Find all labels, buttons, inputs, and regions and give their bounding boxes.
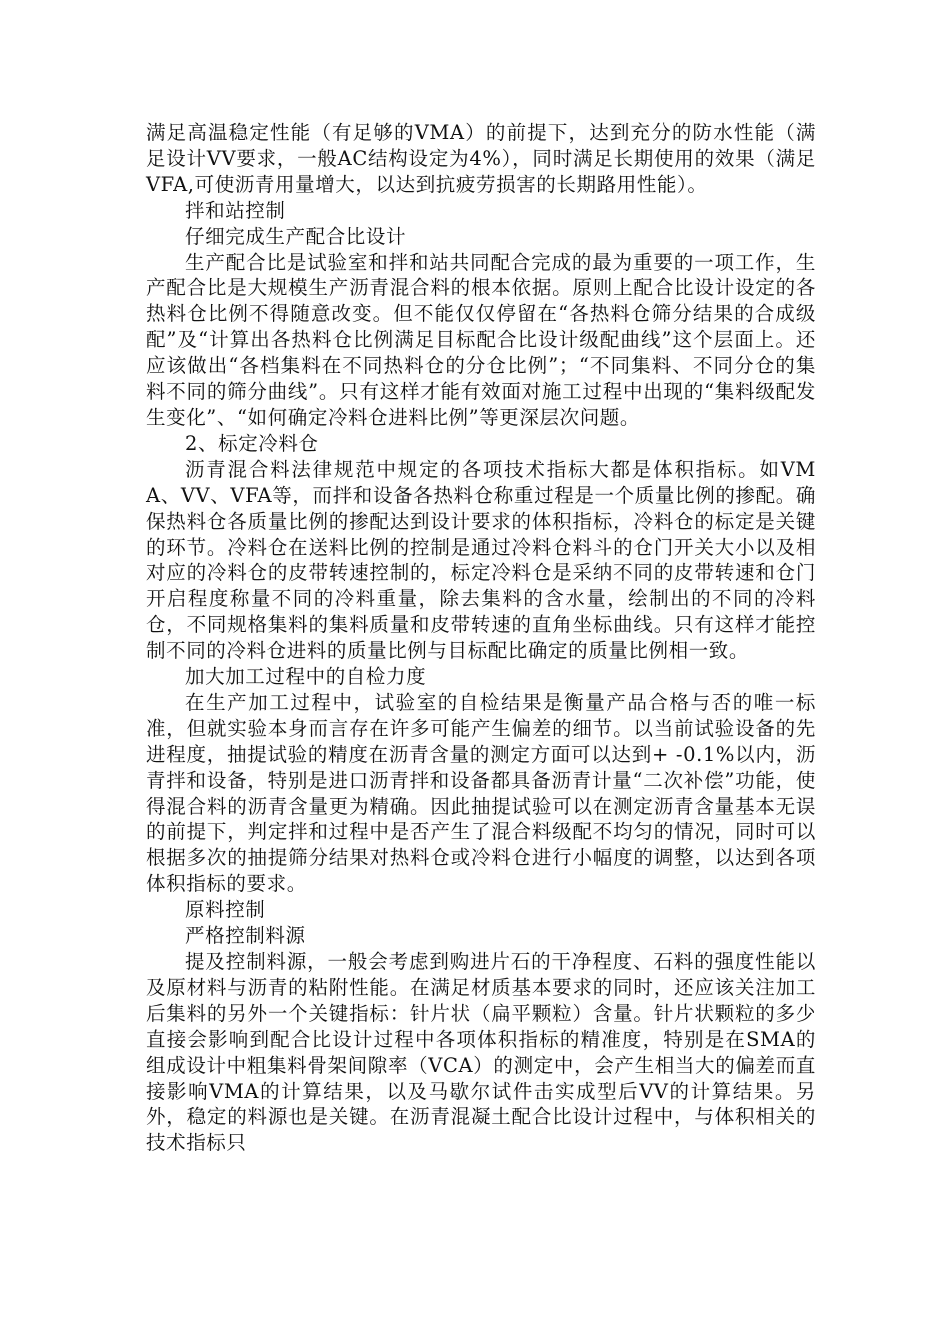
- heading-calibrate-cold-bins: 2、标定冷料仓: [185, 431, 319, 455]
- document-page: [146, 120, 816, 1156]
- paragraph-production-mix-ratio: 生产配合比是试验室和拌和站共同配合完成的最为重要的一项工作，生产配合比是大规模生产沥青混合料的根本依据。原则上配合比设计设定的各热料仓比例不得随意改变。但不能仅仅停留在“各热料仓筛分结果的合成级配”及“计算出各热料仓比例满足目标配合比设计级配曲线”这个层面上。还应该做出“各档集料在不同热料仓的分仓比例”；“不同集料、不同分仓的集料不同的筛分曲线”。只有这样才能有效面对施工过程中出现的“集料级配发生变化”、“如何确定冷料仓进料比例”等更深层次问题。: [146, 250, 816, 429]
- paragraph-waterproof-performance: 满足高温稳定性能（有足够的VMA）的前提下，达到充分的防水性能（满足设计VV要求，一般AC结构设定为4%），同时满足长期使用的效果（满足VFA,可使沥青用量增大，以达到抗疲劳损害的长期路用性能）。: [146, 121, 816, 196]
- heading-production-mix-design: 仔细完成生产配合比设计: [185, 224, 407, 248]
- paragraph-cold-bin-calibration: 沥青混合料法律规范中规定的各项技术指标大都是体积指标。如VMA、VV、VFA等，而拌和设备各热料仓称重过程是一个质量比例的掺配。确保热料仓各质量比例的掺配达到设计要求的体积指标，冷料仓的标定是关键的环节。冷料仓在送料比例的控制是通过冷料仓料斗的仓门开关大小以及相对应的冷料仓的皮带转速控制的，标定冷料仓是采纳不同的皮带转速和仓门开启程度称量不同的冷料重量，除去集料的含水量，绘制出的不同的冷料仓，不同规格集料的集料质量和皮带转速的直角坐标曲线。只有这样才能控制不同的冷料仓进料的质量比例与目标配比确定的质量比例相一致。: [146, 457, 816, 663]
- heading-mixing-station-control: 拌和站控制: [185, 198, 286, 222]
- paragraph-material-source: 提及控制料源，一般会考虑到购进片石的干净程度、石料的强度性能以及原材料与沥青的粘附性能。在满足材质基本要求的同时，还应该关注加工后集料的另外一个关键指标：针片状（扁平颗粒）含量。针片状颗粒的多少直接会影响到配合比设计过程中各项体积指标的精准度，特别是在SMA的组成设计中粗集料骨架间隙率（VCA）的测定中，会产生相当大的偏差而直接影响VMA的计算结果，以及马歇尔试件击实成型后VV的计算结果。另外，稳定的料源也是关键。在沥青混凝土配合比设计过程中，与体积相关的技术指标只: [146, 950, 816, 1155]
- heading-self-inspection: 加大加工过程中的自检力度: [185, 665, 427, 689]
- heading-raw-material-control: 原料控制: [185, 898, 266, 922]
- paragraph-self-inspection: 在生产加工过程中，试验室的自检结果是衡量产品合格与否的唯一标准，但就实验本身而言存在许多可能产生偏差的细节。以当前试验设备的先进程度，抽提试验的精度在沥青含量的测定方面可以达到+ -0.1%以内，沥青拌和设备，特别是进口沥青拌和设备都具备沥青计量“二次补偿”功能，使得混合料的沥青含量更为精确。因此抽提试验可以在测定沥青含量基本无误的前提下，判定拌和过程中是否产生了混合料级配不均匀的情况，同时可以根据多次的抽提筛分结果对热料仓或冷料仓进行小幅度的调整，以达到各项体积指标的要求。: [146, 690, 816, 896]
- heading-strict-material-source: 严格控制料源: [185, 924, 306, 948]
